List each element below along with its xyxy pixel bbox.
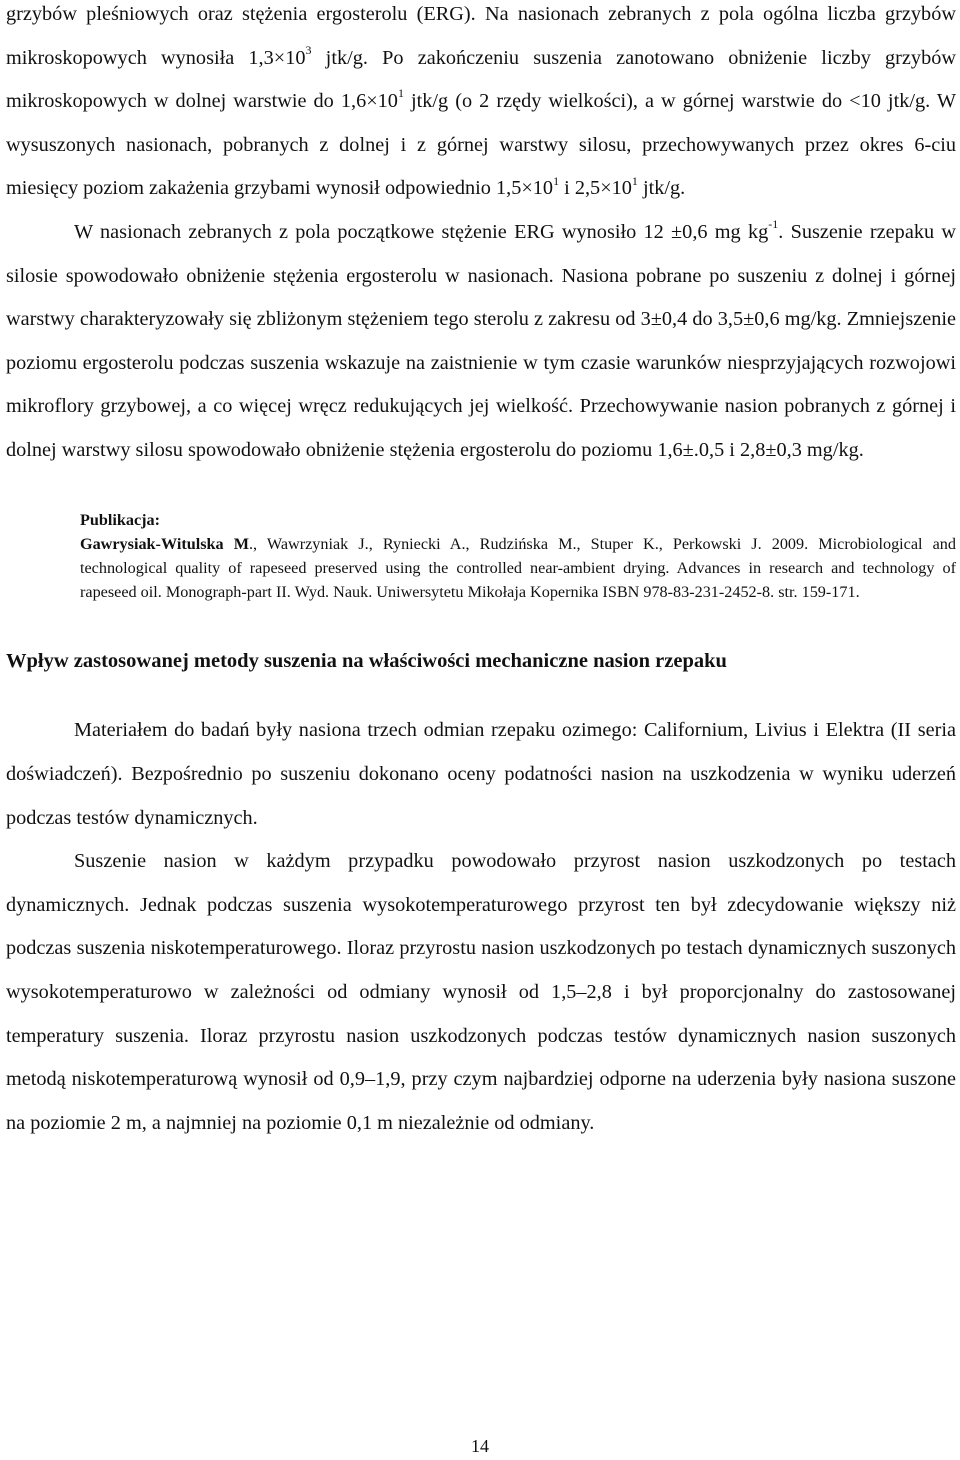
paragraph-ergosterol: W nasionach zebranych z pola początkowe stężenie ERG wynosiło 12 ±0,6 mg $kg^{-1}$. Suszenie rzepaku w silosie spowodowało obniżenie stężenia ergosterolu w nasionach. Nasiona pobrane po suszeniu z dolnej i górnej warstwy charakteryzowały się zbliżonym stężeniem tego sterolu z zakresu od 3±0,4 do 3,5±0,6 mg/kg. Zmniejszenie poziomu ergosterolu podczas suszenia wskazuje na zaistnienie w tym czasie warunków niesprzyjających rozwojowi mikroflory grzybowej, a co więcej wręcz redukujących jej wielkość. Przechowywanie nasion pobranych z górnej i dolnej warstwy silosu spowodowało obniżenie stężenia ergosterolu do poziomu 1,6±.0,5 i 2,8±0,3 mg/kg. [6, 217, 957, 461]
paragraph-materials: Materiałem do badań były nasiona trzech odmian rzepaku ozimego: Californium, Livius i Elektra (II seria doświadczeń). Bezpośrednio po suszeniu dokonano oceny podatności nasion na uszkodzenia w wyniku uderzeń podczas testów dynamicznych. [6, 719, 956, 829]
paragraph-fungi-counts: grzybów pleśniowych oraz stężenia ergosterolu (ERG). Na nasionach zebranych z pola ogólna liczba grzybów mikroskopowych wynosiła $1,3\times 10^3$ jtk/g. Po zakończeniu suszenia zanotowano obniżenie liczby grzybów mikroskopowych w dolnej warstwie do $1,6\times 10^1$ jtk/g (o 2 rzędy wielkości), a w górnej warstwie do <10 jtk/g. W wysuszonych nasionach, pobranych z dolnej i z górnej warstwy silosu, przechowywanych przez okres 6-ciu miesięcy poziom zakażenia grzybami wynosił odpowiednio $1,5\times 10^1$ i $2,5\times 10^1$ jtk/g. [6, 3, 957, 200]
page-number: 14 [471, 1436, 489, 1456]
publication-authors: Gawrysiak-Witulska M., Wawrzyniak J., Ryniecki A., Rudzińska M., Stuper K., Perkowski J. 2009. [80, 534, 809, 553]
section-heading: Wpływ zastosowanej metody suszenia na właściwości mechaniczne nasion rzepaku [6, 650, 727, 673]
publication-heading: Publikacja: [80, 510, 161, 529]
publication-reference [80, 508, 956, 605]
section-body [6, 709, 956, 1145]
publication-body: Microbiological and technological quality of rapeseed preserved using the controlled near-ambient drying. Advances in research and technology of rapeseed oil. Monograph-part II. Wyd. Nauk. Uniwersytetu Mikołaja Kopernika ISBN 978-83-231-2452-8. str. 159-171. [80, 534, 956, 602]
paragraph-results: Suszenie nasion w każdym przypadku powodowało przyrost nasion uszkodzonych po testach dynamicznych. Jednak podczas suszenia wysokotemperaturowego przyrost ten był zdecydowanie większy niż podczas suszenia niskotemperaturowego. Iloraz przyrostu nasion uszkodzonych po testach dynamicznych suszonych wysokotemperaturowo w zależności od odmiany wynosił od 1,5–2,8 i był proporcjonalny do zastosowanej temperatury suszenia. Iloraz przyrostu nasion uszkodzonych podczas testów dynamicznych nasion suszonych metodą niskotemperaturową wynosił od 0,9–1,9, przy czym najbardziej odporne na uderzenia były nasiona suszone na poziomie 2 m, a najmniej na poziomie 0,1 m niezależnie od odmiany. [6, 850, 956, 1134]
document-page [6, 0, 956, 1460]
